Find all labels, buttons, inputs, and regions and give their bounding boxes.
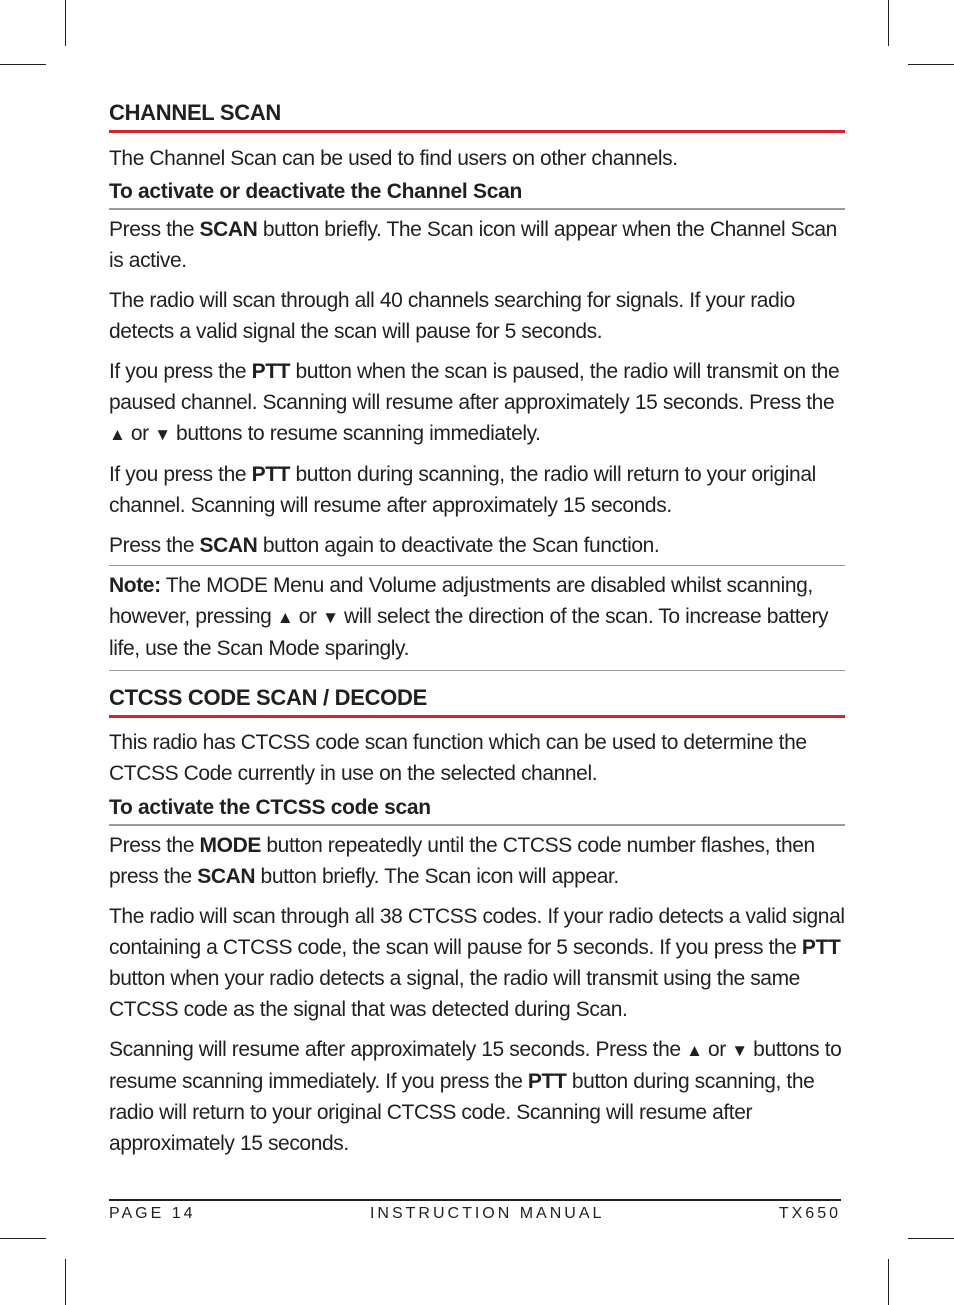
note-text: [109, 570, 845, 664]
down-arrow-icon: ▼: [154, 425, 171, 444]
subsection-title-activate-channel-scan: To activate or deactivate the Channel Scan: [109, 180, 845, 210]
scan-key-label: SCAN: [197, 865, 256, 888]
page-content: [109, 100, 845, 1159]
ctcss-paragraph-3: [109, 1034, 845, 1159]
channel-scan-paragraph-3: [109, 356, 845, 450]
text: buttons to resume scanning immediately. If you press the: [109, 1038, 842, 1093]
text: Press the: [109, 834, 200, 857]
mode-key-label: MODE: [199, 834, 261, 857]
crop-mark: [0, 64, 46, 65]
text: or: [293, 605, 323, 628]
text: button during scanning, the radio will return to your original CTCSS code. Scanning will resume after approximately 15 seconds.: [109, 1070, 815, 1155]
down-arrow-icon: ▼: [322, 608, 339, 627]
text: or: [125, 422, 155, 445]
scan-key-label: SCAN: [199, 534, 258, 557]
text: If you press the: [109, 360, 252, 383]
text: button again to deactivate the Scan function.: [257, 534, 660, 557]
note-box: [109, 565, 845, 671]
channel-scan-paragraph-5: [109, 530, 845, 561]
ctcss-paragraph-2: [109, 901, 845, 1025]
channel-scan-paragraph-2: The radio will scan through all 40 channels searching for signals. If your radio detects a valid signal the scan will pause for 5 seconds.: [109, 289, 795, 343]
text: or: [702, 1038, 732, 1061]
text: button repeatedly until the CTCSS code number flashes, then press the: [109, 834, 815, 888]
channel-scan-paragraph-1: [109, 214, 845, 276]
manual-title: INSTRUCTION MANUAL: [369, 1205, 605, 1222]
text: buttons to resume scanning immediately.: [170, 422, 541, 445]
crop-mark: [908, 1238, 954, 1239]
text: If you press the: [109, 463, 252, 486]
text: Scanning will resume after approximately 15 seconds. Press the: [109, 1038, 687, 1061]
text: button during scanning, the radio will return to your original channel. Scanning will resume after approximately 15 seconds.: [109, 463, 816, 517]
text: button briefly. The Scan icon will appear when the Channel Scan is active.: [109, 218, 837, 272]
up-arrow-icon: ▲: [686, 1041, 703, 1060]
crop-mark: [65, 1259, 66, 1305]
ptt-key-label: PTT: [251, 463, 291, 486]
ptt-key-label: PTT: [251, 360, 291, 383]
ctcss-paragraph-1: [109, 830, 845, 892]
channel-scan-intro: The Channel Scan can be used to find users on other channels.: [109, 147, 678, 170]
up-arrow-icon: ▲: [276, 608, 294, 627]
page-number: PAGE 14: [109, 1205, 196, 1222]
note-label: Note:: [109, 574, 161, 597]
scan-key-label: SCAN: [199, 218, 258, 241]
page-footer: [109, 1199, 841, 1223]
text: Press the: [109, 218, 200, 241]
text: Press the: [109, 534, 200, 557]
model-name: TX650: [778, 1205, 841, 1222]
down-arrow-icon: ▼: [731, 1041, 748, 1060]
up-arrow-icon: ▲: [109, 425, 126, 444]
ptt-key-label: PTT: [527, 1070, 567, 1093]
text: The radio will scan through all 38 CTCSS codes. If your radio detects a valid signal containing a CTCSS code, the scan will pause for 5 seconds. If you press the: [109, 905, 845, 959]
ctcss-intro: This radio has CTCSS code scan function which can be used to determine the CTCSS Code currently in use on the selected channel.: [109, 731, 807, 785]
crop-mark: [888, 0, 889, 46]
crop-mark: [65, 0, 66, 46]
crop-mark: [0, 1238, 46, 1239]
subsection-title-activate-ctcss: To activate the CTCSS code scan: [109, 796, 845, 826]
text: will select the direction of the scan. To increase battery life, use the Scan Mode sparingly.: [109, 605, 829, 660]
text: The MODE Menu and Volume adjustments are disabled whilst scanning, however, pressing: [109, 574, 813, 628]
text: button when the scan is paused, the radio will transmit on the paused channel. Scanning will resume after approximately 15 seconds. Press the: [109, 360, 840, 414]
ptt-key-label: PTT: [801, 936, 841, 959]
section-title-channel-scan: CHANNEL SCAN: [109, 100, 845, 133]
crop-mark: [908, 64, 954, 65]
crop-mark: [888, 1259, 889, 1305]
section-title-ctcss: CTCSS CODE SCAN / DECODE: [109, 685, 845, 718]
text: button briefly. The Scan icon will appear.: [255, 865, 619, 888]
text: button when your radio detects a signal, the radio will transmit using the same CTCSS code as the signal that was detected during Scan.: [109, 967, 800, 1021]
channel-scan-paragraph-4: [109, 459, 845, 521]
